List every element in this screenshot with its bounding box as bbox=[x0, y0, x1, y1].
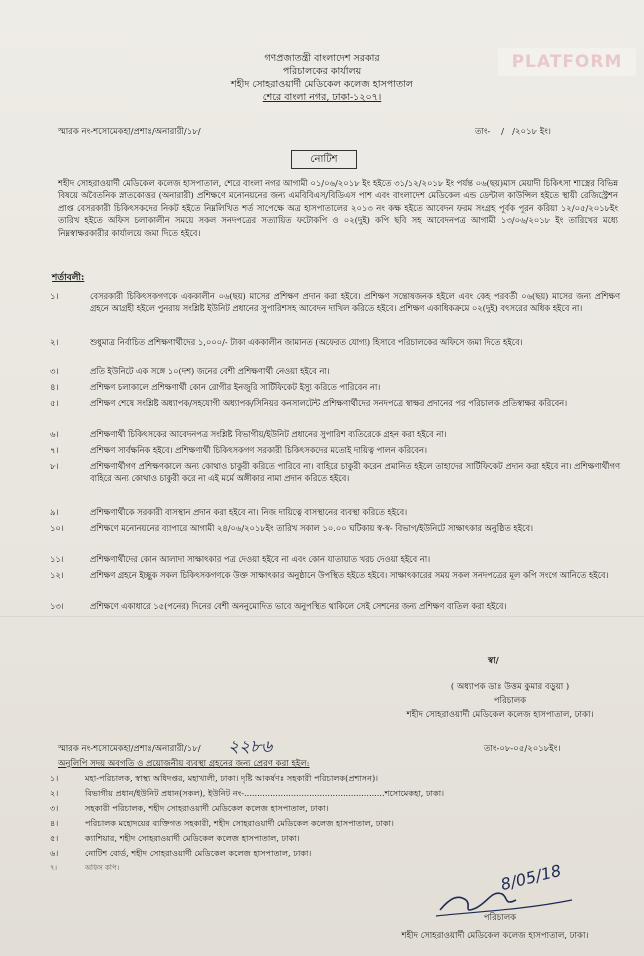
condition-item bbox=[50, 290, 620, 315]
distribution-number: ৫। bbox=[50, 833, 59, 843]
distribution-number: ৪। bbox=[50, 818, 59, 828]
condition-number: ৯। bbox=[50, 507, 59, 517]
distribution-item bbox=[50, 832, 590, 844]
condition-number: ৮। bbox=[50, 461, 59, 471]
signatory-office: শহীদ সোহরাওয়ার্দী মেডিকেল কলেজ হাসপাতাল, ঢাকা। bbox=[406, 710, 594, 720]
condition-text: প্রশিক্ষণার্থীগণ প্রশিক্ষণকালে অন্য কোথাও চাকুরী করিতে পারিবে না। বাহিরে চাকুরী করেন প্রমানিত হইলে তাহাদের সার্টিফিকেট প্রদান করা হইবে না। প্রশিক্ষণার্থীগণ বাহিরে অন্য কোথাও চাকুরী করে না এই মর্মে অঙ্গীকার নামা প্রদান করিতে হইবে। bbox=[90, 461, 620, 484]
condition-number: ১। bbox=[50, 291, 59, 301]
condition-text: প্রশিক্ষণ সার্বক্ষনিক হইবে। প্রশিক্ষণার্থী চিকিৎসকগণ সরকারী চিকিৎসকদের মতোই দায়িত্ব পালন করিবেন। bbox=[90, 445, 427, 455]
condition-number: ১৩। bbox=[50, 601, 64, 611]
paper-fold bbox=[0, 616, 644, 617]
condition-text: প্রশিক্ষণ চলাকালে প্রশিক্ষণার্থী কোন রোগীর ইনজুরি সার্টিফিকেট ইস্যু করিতে পারিবেন না। bbox=[90, 382, 381, 392]
distribution-text: বিভাগীয় প্রধান/ইউনিট প্রধান(সকল), ইউনিট নং-......................................................শসোমেকহা, ঢাকা। bbox=[85, 788, 444, 798]
distribution-number: ৭। bbox=[50, 864, 58, 872]
condition-item bbox=[50, 381, 620, 393]
condition-item bbox=[50, 600, 620, 612]
govt-line: গণপ্রজাতন্ত্রী বাংলাদেশ সরকার bbox=[264, 53, 380, 64]
condition-text: প্রশিক্ষণ গ্রহনে ইচ্ছুক সকল চিকিৎসকগণকে উক্ত সাক্ষাৎকার অনুষ্ঠানে উপস্থিত হইতে হইবে। সাক্ষাৎকারের সময় সকল সনদপত্রের মূল কপি সংগে আনিতে হইবে। bbox=[90, 570, 609, 580]
condition-item bbox=[50, 336, 620, 348]
condition-text: প্রশিক্ষণ শেষে সংশ্লিষ্ট অধ্যাপক/সহযোগী অধ্যাপক/সিনিয়র কনসালটেন্ট প্রশিক্ষণার্থীদের সনদপত্রে স্বাক্ষর প্রদানের পর পরিচালক প্রতিস্বাক্ষর করিবেন। bbox=[90, 398, 568, 408]
office-line: পরিচালকের কার্যালয় bbox=[282, 66, 362, 77]
distribution-number: ৩। bbox=[50, 803, 59, 813]
condition-number: ১১। bbox=[50, 554, 64, 564]
distribution-text: অফিস কপি। bbox=[85, 864, 120, 872]
condition-item bbox=[50, 397, 620, 409]
distribution-item bbox=[50, 817, 590, 829]
condition-item bbox=[50, 569, 620, 581]
signature-date: 8/05/18 bbox=[498, 860, 564, 895]
bottom-designation: পরিচালক bbox=[483, 913, 517, 923]
distribution-text: মহা-পরিচালক, স্বাস্থ্য অধিদপ্তর, মহাখালী, ঢাকা। দৃষ্টি আকর্ষণঃ সহকারী পরিচালক(প্রশাসন)। bbox=[85, 773, 379, 783]
condition-number: ১০। bbox=[50, 523, 64, 533]
condition-text: প্রশিক্ষণে মনোনয়নের ব্যাপারে আগামী ২৪/০৬/২০১৮ইং তারিখ সকাল ১০.০০ ঘটিকায় স্ব-স্ব- বিভাগ/ইউনিটে সাক্ষাৎকার অনুষ্ঠিত হইবে। bbox=[90, 523, 533, 533]
condition-number: ১২। bbox=[50, 570, 64, 580]
condition-number: ৪। bbox=[50, 382, 59, 392]
condition-text: প্রশিক্ষণে একাধারে ১৫(পনের) দিনের বেশী অননুমোদিত ভাবে অনুপস্থিত থাকিলে সেই সেশনের জন্য প্রশিক্ষণ বাতিল করা হইবে। bbox=[90, 601, 507, 611]
intro-paragraph: শহীদ সোহরাওয়ার্দী মেডিকেল কলেজ হাসপাতাল, শেরে বাংলা নগর আগামী ০১/০৬/২০১৮ ইং হইতে ৩১/১২/২০১৮ ইং পর্যন্ত ০৬(ছয়)মাস মেয়াদী চিকিৎসা শাস্ত্রের বিভিন্ন বিষয়ে অবৈতনিক স্নাতকোত্তর (অনারারী) প্রশিক্ষণে মনোনয়নের জন্য এমবিবিএস/বিডিএস পাশ এবং বাংলাদেশ মেডিকেল এন্ড ডেন্টাল কাউন্সিল হইতে স্থায়ী রেজিস্ট্রেশন প্রাপ্ত বেসরকারী চিকিৎসকদের নিকট হইতে নিম্নলিখিত শর্ত সাপেক্ষে অত্র হাসপাতালের ২০১৩ নং কক্ষ হইতে আবেদন ফরম সংগ্রহ পূর্বক পূরন করিয়া ১২/০৫/২০১৮ইং তারিখ হইতে অফিস চলাকালীন সময়ে সকল সনদপত্রের সত্যায়িত ফটোকপি ও ০২(দুই) কপি ছবি সহ আবেদনপত্র আগামী ১৩/০৬/২০১৮ ইং তারিখের মধ্যে নিম্নস্বাক্ষরকারীর কার্যালয়ে জমা দিতে হইবে। bbox=[58, 178, 618, 238]
distribution-number: ৬। bbox=[50, 848, 59, 858]
distribution-text: ক্যাশিয়ার, শহীদ সোহরাওয়ার্দী মেডিকেল কলেজ হাসপাতাল, ঢাকা। bbox=[85, 833, 300, 843]
condition-number: ২। bbox=[50, 337, 59, 347]
condition-item bbox=[50, 522, 620, 534]
condition-item bbox=[50, 365, 620, 377]
condition-text: প্রতি ইউনিটে এক সঙ্গে ১০(দশ) জনের বেশী প্রশিক্ষণার্থী নেওয়া হইবে না। bbox=[90, 366, 330, 376]
notice-title: নোটিশ bbox=[291, 150, 357, 169]
copy-heading: অনুলিপি সদয় অবগতি ও প্রয়োজনীয় ব্যবস্থা গ্রহনের জন্য প্রেরণ করা হইল: bbox=[58, 759, 310, 769]
distribution-text: নোটিশ বোর্ড, শহীদ সোহরাওয়ার্দী মেডিকেল কলেজ হাসপাতাল, ঢাকা। bbox=[85, 848, 312, 858]
signatory-name: ( অধ্যাপক ডাঃ উত্তম কুমার বড়ুয়া ) bbox=[450, 682, 570, 692]
memo2-date: তাং-০৮-০৫/২০১৮ইং। bbox=[484, 744, 561, 754]
condition-item bbox=[50, 428, 620, 440]
distribution-item bbox=[50, 772, 590, 784]
condition-item bbox=[50, 506, 620, 518]
distribution-item bbox=[50, 802, 590, 814]
bottom-office: শহীদ সোহরাওয়ার্দী মেডিকেল কলেজ হাসপাতাল, ঢাকা। bbox=[401, 931, 589, 941]
condition-number: ৬। bbox=[50, 429, 59, 439]
signatory-designation: পরিচালক bbox=[493, 696, 527, 706]
memo2-handwritten-number: ২২৮৬ bbox=[228, 737, 273, 757]
distribution-item bbox=[50, 787, 590, 799]
condition-item bbox=[50, 460, 620, 485]
condition-text: প্রশিক্ষণার্থীকে সরকারী বাসস্থান প্রদান করা হইবে না। নিজ দায়িত্বে বাসস্থানের ব্যবস্থা করিতে হইবে। bbox=[90, 507, 408, 517]
address-line: শেরে বাংলা নগর, ঢাকা-১২০৭। bbox=[262, 92, 382, 103]
conditions-heading: শর্তাবলী: bbox=[52, 273, 85, 283]
memo2-ref: স্মারক নং-শসোমেকহা/প্রশাঃ/অনারারী/১৮/ bbox=[58, 744, 201, 754]
distribution-text: পরিচালক মহোদয়ের ব্যক্তিগত সহকারী, শহীদ সোহরাওয়ার্দী মেডিকেল কলেজ হাসপাতাল, ঢাকা। bbox=[85, 818, 394, 828]
distribution-item bbox=[50, 847, 590, 859]
signature-mark: স্বা/ bbox=[488, 656, 499, 666]
condition-number: ৫। bbox=[50, 398, 59, 408]
distribution-number: ২। bbox=[50, 788, 59, 798]
hospital-line: শহীদ সোহরাওয়ার্দী মেডিকেল কলেজ হাসপাতাল bbox=[231, 79, 413, 90]
memo-date: তাং- / /২০১৮ ইং। bbox=[475, 127, 551, 137]
condition-text: প্রশিক্ষণার্থীদের কোন আলাদা সাক্ষাৎকার পত্র দেওয়া হইবে না এবং কোন যাতায়াত খরচ দেওয়া হইবে না। bbox=[90, 554, 431, 564]
condition-item bbox=[50, 444, 620, 456]
distribution-text: সহকারী পরিচালক, শহীদ সোহরাওয়ার্দী মেডিকেল কলেজ হাসপাতাল, ঢাকা। bbox=[85, 803, 329, 813]
condition-text: শুধুমাত্র নির্বাচিত প্রশিক্ষণার্থীদের ১,০০০/- টাকা এককালীন জামানত (অফেরত যোগ্য) হিসাবে পরিচালকের অফিসে জমা দিতে হইবে। bbox=[90, 337, 523, 347]
distribution-number: ১। bbox=[50, 773, 59, 783]
watermark-logo: PLATFORM bbox=[498, 48, 636, 76]
condition-text: প্রশিক্ষণার্থী চিকিৎসকের আবেদনপত্র সংশ্লিষ্ট বিভাগীয়/ইউনিট প্রধানের সুপারিশ ব্যতিরেকে গ্রহন করা হইবে না। bbox=[90, 429, 447, 439]
condition-number: ৭। bbox=[50, 445, 59, 455]
condition-item bbox=[50, 553, 620, 565]
memo-ref: স্মারক নং-শসোমেকহা/প্রশাঃ/অনারারী/১৮/ bbox=[58, 127, 201, 137]
condition-text: বেসরকারী চিকিৎসকগণকে এককালীন ০৬(ছয়) মাসের প্রশিক্ষণ প্রদান করা হইবে। প্রশিক্ষণ সন্তোষজনক হইলে এবং কেহ পরবর্তী ০৬(ছয়) মাসের জন্য প্রশিক্ষণ গ্রহনে আগ্রহী হইলে পুনরায় সংশ্লিষ্ট ইউনিট প্রধানের সুপারিশসহ আবেদন দাখিল করিতে হইবে। প্রশিক্ষণ একাধিকক্রমে ০২(দুই) বৎসরের অধিক হইবে না। bbox=[90, 291, 620, 314]
condition-number: ৩। bbox=[50, 366, 59, 376]
